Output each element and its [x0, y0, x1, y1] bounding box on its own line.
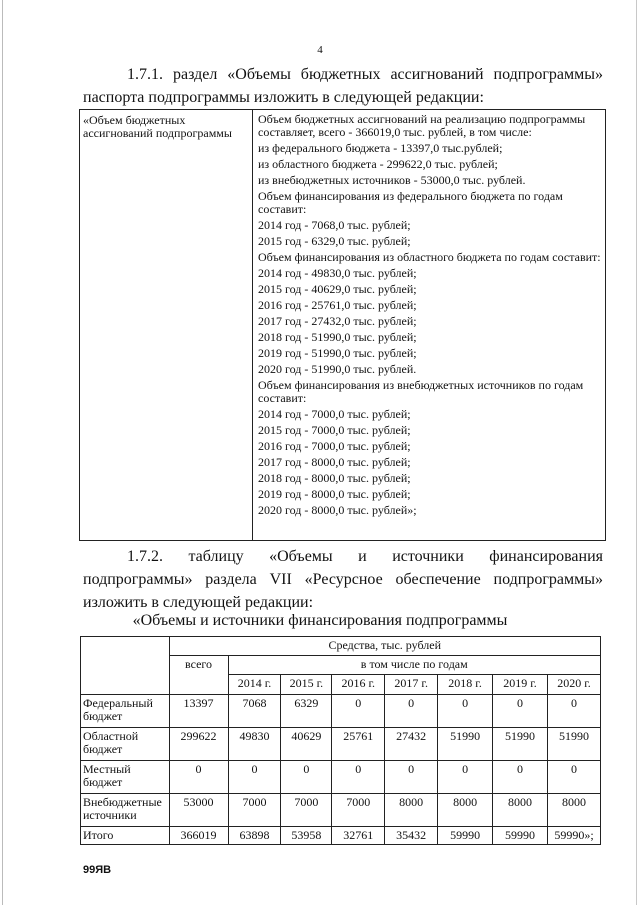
- footer-code: 99ЯВ: [83, 864, 112, 876]
- header-year: 2018 г.: [438, 675, 493, 695]
- table-corner-cell: [81, 637, 170, 695]
- table-row-regional: [81, 728, 601, 761]
- cell-total: 0: [169, 761, 228, 794]
- section-1-7-2-line-1: 1.7.2. таблицу «Объемы и источники финансирования: [127, 548, 603, 565]
- cell-value: 32761: [332, 827, 385, 845]
- passport-line: 2014 год - 49830,0 тыс. рублей;: [258, 266, 417, 280]
- cell-value: 27432: [385, 728, 438, 761]
- row-label: Итого: [81, 827, 170, 845]
- cell-value: 8000: [493, 794, 548, 827]
- table-row-local: [81, 761, 601, 794]
- header-year: 2014 г.: [228, 675, 281, 695]
- cell-value: 8000: [438, 794, 493, 827]
- header-year: 2016 г.: [332, 675, 385, 695]
- passport-line: 2018 год - 51990,0 тыс. рублей;: [258, 330, 417, 344]
- cell-value: 59990»;: [548, 827, 601, 845]
- cell-value: 59990: [493, 827, 548, 845]
- cell-value: 0: [385, 761, 438, 794]
- section-1-7-1-line-2: паспорта подпрограммы изложить в следующей редакции:: [83, 89, 484, 106]
- cell-value: 7000: [228, 794, 281, 827]
- cell-value: 7000: [332, 794, 385, 827]
- cell-value: 25761: [332, 728, 385, 761]
- cell-value: 8000: [385, 794, 438, 827]
- cell-value: 8000: [548, 794, 601, 827]
- passport-line: 2018 год - 8000,0 тыс. рублей;: [258, 471, 411, 485]
- cell-value: 0: [281, 761, 332, 794]
- cell-value: 63898: [228, 827, 281, 845]
- cell-total: 366019: [169, 827, 228, 845]
- passport-line: 2015 год - 6329,0 тыс. рублей;: [258, 234, 411, 248]
- page-number: 4: [317, 44, 323, 56]
- cell-value: 51990: [493, 728, 548, 761]
- passport-line: 2020 год - 8000,0 тыс. рублей»;: [258, 503, 417, 517]
- scan-edge-left: [2, 0, 3, 905]
- cell-value: 59990: [438, 827, 493, 845]
- passport-label: «Объем бюджетных ассигнований подпрограммы: [80, 110, 253, 540]
- passport-content: [254, 110, 605, 523]
- passport-line: 2020 год - 51990,0 тыс. рублей.: [258, 362, 417, 376]
- cell-value: 7000: [281, 794, 332, 827]
- cell-total: 299622: [169, 728, 228, 761]
- section-1-7-2-line-3: изложить в следующей редакции:: [83, 594, 314, 611]
- cell-value: 40629: [281, 728, 332, 761]
- header-year: 2020 г.: [548, 675, 601, 695]
- cell-value: 0: [332, 761, 385, 794]
- cell-value: 49830: [228, 728, 281, 761]
- table-row-extrabudget: [81, 794, 601, 827]
- cell-value: 0: [385, 695, 438, 728]
- row-label: Местный бюджет: [81, 761, 170, 794]
- passport-line: из областного бюджета - 299622,0 тыс. рублей;: [258, 157, 498, 171]
- table-row-federal: [81, 695, 601, 728]
- header-year: 2019 г.: [493, 675, 548, 695]
- passport-line: 2016 год - 7000,0 тыс. рублей;: [258, 439, 411, 453]
- cell-value: 0: [438, 761, 493, 794]
- header-years-group: в том числе по годам: [228, 656, 600, 675]
- cell-value: 0: [228, 761, 281, 794]
- cell-value: 0: [493, 761, 548, 794]
- scan-edge-right: [636, 0, 637, 905]
- section-1-7-1: [83, 63, 603, 109]
- passport-line: 2017 год - 27432,0 тыс. рублей;: [258, 314, 417, 328]
- cell-value: 0: [548, 695, 601, 728]
- passport-line: из внебюджетных источников - 53000,0 тыс. рублей.: [258, 173, 526, 187]
- passport-line: Объем финансирования из областного бюджета по годам составит:: [258, 250, 601, 264]
- passport-line: 2016 год - 25761,0 тыс. рублей;: [258, 298, 417, 312]
- row-label: Федеральный бюджет: [81, 695, 170, 728]
- passport-line: 2015 год - 40629,0 тыс. рублей;: [258, 282, 417, 296]
- passport-line: Объем бюджетных ассигнований на реализацию подпрограммы составляет, всего - 366019,0 тыс. рублей, в том числе:: [258, 112, 586, 139]
- passport-line: 2017 год - 8000,0 тыс. рублей;: [258, 455, 411, 469]
- cell-total: 13397: [169, 695, 228, 728]
- passport-line: 2019 год - 51990,0 тыс. рублей;: [258, 346, 417, 360]
- passport-line: 2014 год - 7068,0 тыс. рублей;: [258, 218, 411, 232]
- header-main: Средства, тыс. рублей: [169, 637, 600, 656]
- header-year: 2015 г.: [281, 675, 332, 695]
- financing-table: [80, 636, 601, 845]
- cell-value: 0: [548, 761, 601, 794]
- cell-value: 0: [438, 695, 493, 728]
- cell-value: 53958: [281, 827, 332, 845]
- header-year: 2017 г.: [385, 675, 438, 695]
- passport-line: Объем финансирования из внебюджетных источников по годам составит:: [258, 378, 584, 405]
- passport-line: Объем финансирования из федерального бюджета по годам составит:: [258, 189, 563, 216]
- table-row-total: [81, 827, 601, 845]
- section-1-7-2-line-2: подпрограммы» раздела VII «Ресурсное обеспечение подпрограммы»: [83, 571, 603, 588]
- passport-line: из федерального бюджета - 13397,0 тыс.рублей;: [258, 141, 503, 155]
- header-total: всего: [169, 656, 228, 695]
- passport-line: 2014 год - 7000,0 тыс. рублей;: [258, 407, 411, 421]
- cell-value: 7068: [228, 695, 281, 728]
- passport-line: 2015 год - 7000,0 тыс. рублей;: [258, 423, 411, 437]
- cell-value: 51990: [438, 728, 493, 761]
- passport-table: [79, 109, 606, 541]
- cell-value: 51990: [548, 728, 601, 761]
- cell-value: 0: [493, 695, 548, 728]
- section-1-7-2: [83, 545, 603, 614]
- table-title: «Объемы и источники финансирования подпрограммы: [132, 612, 508, 629]
- row-label: Областной бюджет: [81, 728, 170, 761]
- row-label: Внебюджетные источники: [81, 794, 170, 827]
- cell-value: 6329: [281, 695, 332, 728]
- cell-value: 0: [332, 695, 385, 728]
- cell-total: 53000: [169, 794, 228, 827]
- passport-line: 2019 год - 8000,0 тыс. рублей;: [258, 487, 411, 501]
- section-1-7-1-line-1: 1.7.1. раздел «Объемы бюджетных ассигнований подпрограммы»: [127, 66, 603, 83]
- cell-value: 35432: [385, 827, 438, 845]
